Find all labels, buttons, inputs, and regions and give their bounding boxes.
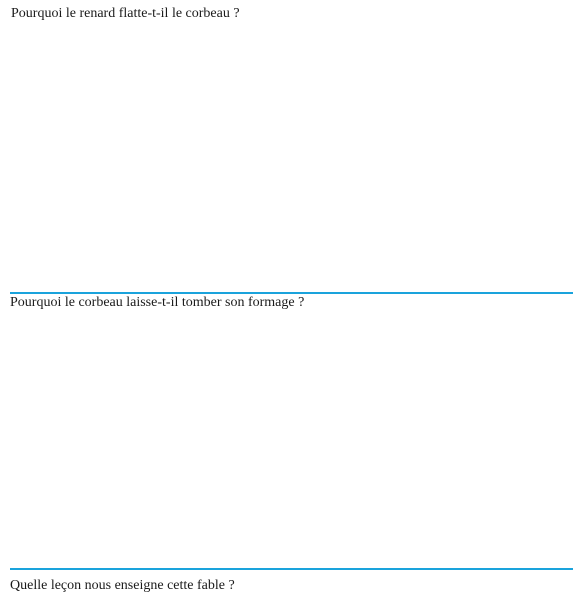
answer-area-1 bbox=[10, 24, 573, 290]
question-3: Quelle leçon nous enseigne cette fable ? bbox=[10, 578, 235, 593]
separator-line-2 bbox=[10, 568, 573, 570]
answer-area-2 bbox=[10, 314, 573, 566]
question-2: Pourquoi le corbeau laisse-t-il tomber son formage ? bbox=[10, 295, 305, 310]
question-1: Pourquoi le renard flatte-t-il le corbeau ? bbox=[11, 6, 240, 21]
